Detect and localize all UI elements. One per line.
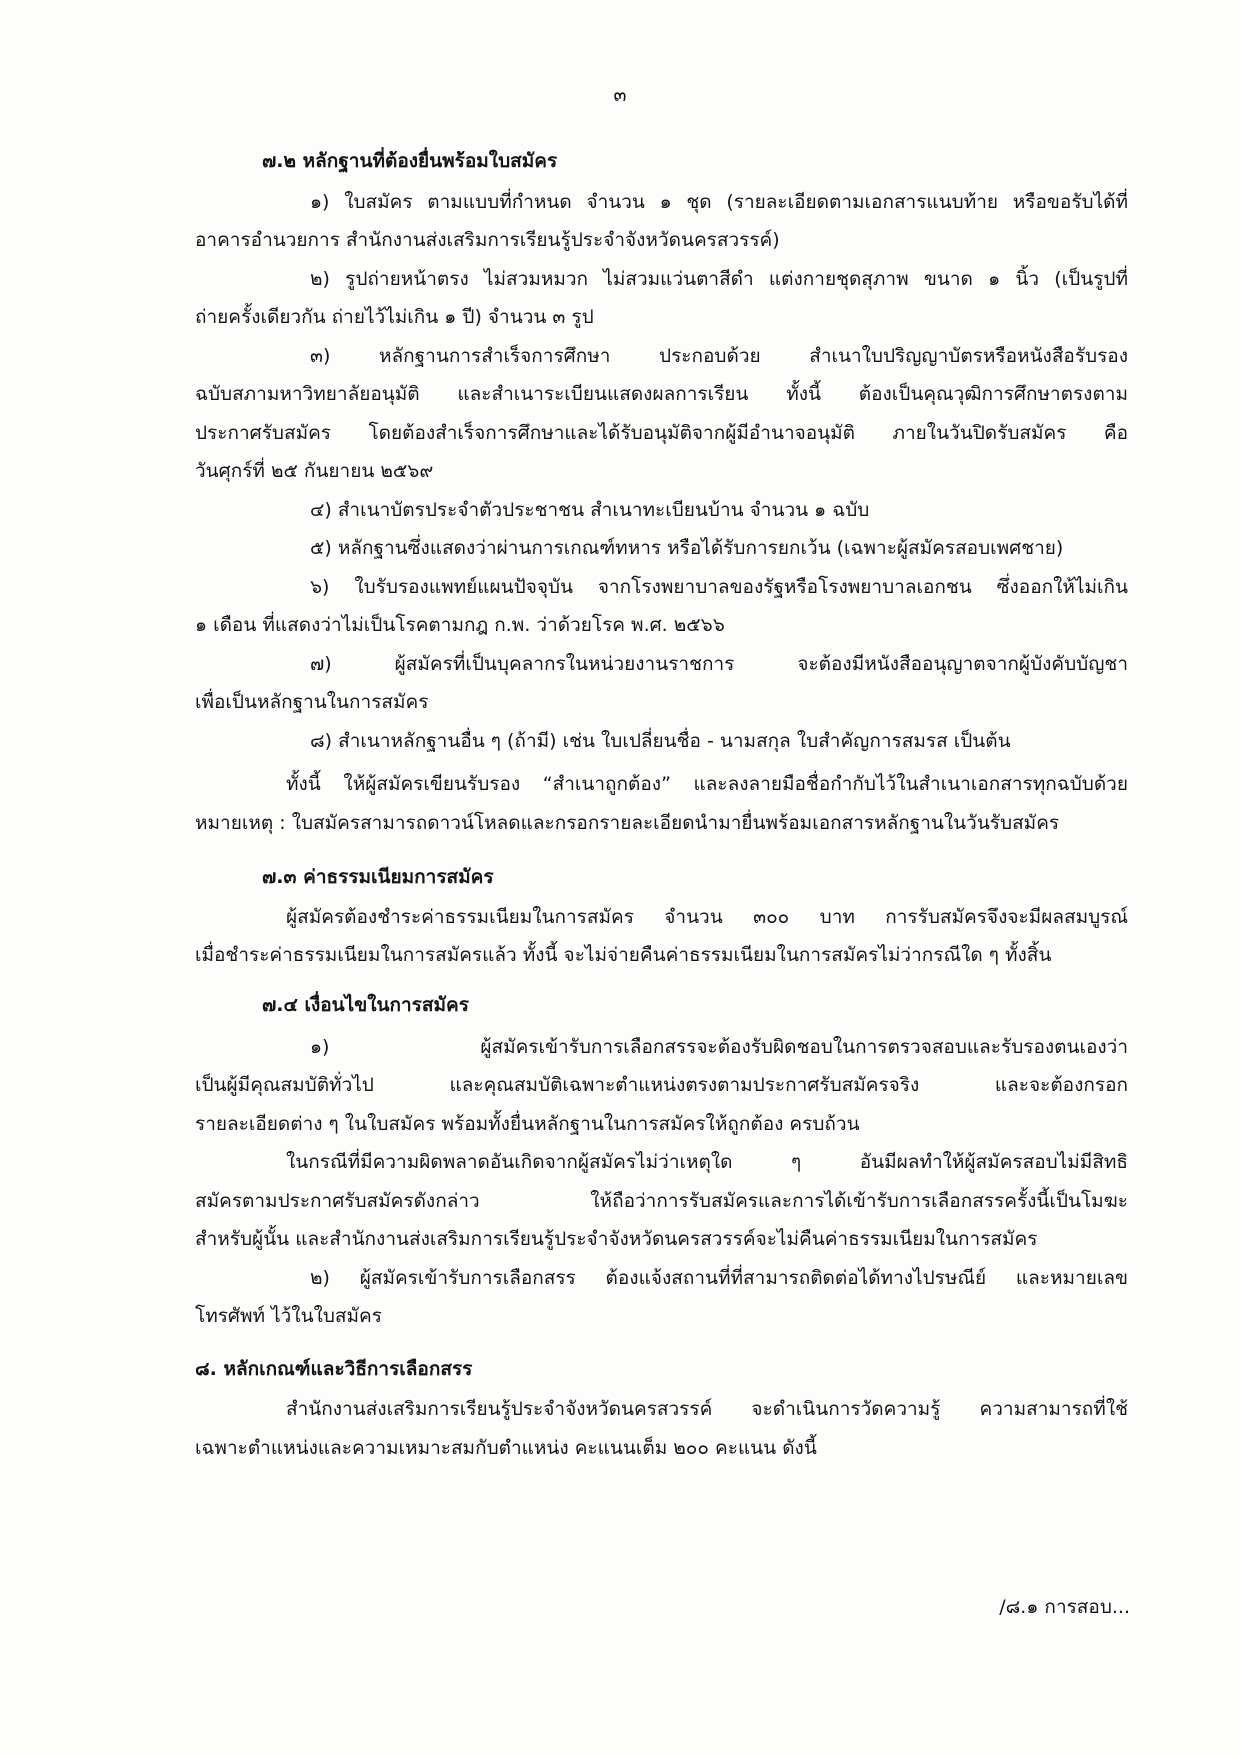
item-7-line-2: เพื่อเป็นหลักฐานในการสมัคร <box>195 691 429 713</box>
item-3-line-4: วันศุกร์ที่ ๒๕ กันยายน ๒๕๖๙ <box>195 460 434 482</box>
fee-line-2: เมื่อชำระค่าธรรมเนียมในการสมัครแล้ว ทั้งนี้ จะไม่จ่ายคืนค่าธรรมเนียมในการสมัครไม่ว่ากรณีใด ๆ ทั้งสิ้น <box>195 944 1052 966</box>
section-8-line-1: สำนักงานส่งเสริมการเรียนรู้ประจำจังหวัดนครสวรรค์ จะดำเนินการวัดความรู้ ความสามารถที่ใช้ <box>286 1398 1128 1420</box>
fee-line-1: ผู้สมัครต้องชำระค่าธรรมเนียมในการสมัคร จำนวน ๓๐๐ บาท การรับสมัครจึงจะมีผลสมบูรณ์ <box>286 906 1128 928</box>
condition-error-line-1: ในกรณีที่มีความผิดพลาดอันเกิดจากผู้สมัครไม่ว่าเหตุใด ๆ อันมีผลทำให้ผู้สมัครสอบไม่มีสิทธิ <box>286 1151 1128 1173</box>
section-8-line-2: เฉพาะตำแหน่งและความเหมาะสมกับตำแหน่ง คะแนนเต็ม ๒๐๐ คะแนน ดังนี้ <box>195 1437 817 1459</box>
remark: หมายเหตุ : ใบสมัครสามารถดาวน์โหลดและกรอกรายละเอียดนำมายื่นพร้อมเอกสารหลักฐานในวันรับสมัคร <box>195 812 1060 834</box>
item-2-line-2: ถ่ายครั้งเดียวกัน ถ่ายไว้ไม่เกิน ๑ ปี) จำนวน ๓ รูป <box>195 306 594 328</box>
item-6-line-2: ๑ เดือน ที่แสดงว่าไม่เป็นโรคตามกฎ ก.พ. ว่าด้วยโรค พ.ศ. ๒๕๖๖ <box>195 614 725 636</box>
certify-note: ทั้งนี้ ให้ผู้สมัครเขียนรับรอง “สำเนาถูกต้อง” และลงลายมือชื่อกำกับไว้ในสำเนาเอกสารทุกฉบับด้วย <box>286 773 1128 795</box>
condition-1-line-2: เป็นผู้มีคุณสมบัติทั่วไป และคุณสมบัติเฉพาะตำแหน่งตรงตามประกาศรับสมัครจริง และจะต้องกรอก <box>195 1074 1128 1096</box>
item-2-line-1: ๒) รูปถ่ายหน้าตรง ไม่สวมหมวก ไม่สวมแว่นตาสีดำ แต่งกายชุดสุภาพ ขนาด ๑ นิ้ว (เป็นรูปที่ <box>310 268 1128 290</box>
page-number: ๓ <box>613 84 627 106</box>
item-7-line-1: ๗) ผู้สมัครที่เป็นบุคลากรในหน่วยงานราชการ จะต้องมีหนังสืออนุญาตจากผู้บังคับบัญชา <box>310 653 1128 675</box>
condition-error-line-2: สมัครตามประกาศรับสมัครดังกล่าว ให้ถือว่าการรับสมัครและการได้เข้ารับการเลือกสรรครั้งนี้เป็นโมฆะ <box>195 1190 1128 1212</box>
item-3-line-1: ๓) หลักฐานการสำเร็จการศึกษา ประกอบด้วย สำเนาใบปริญญาบัตรหรือหนังสือรับรอง <box>310 345 1128 367</box>
item-3-line-3: ประกาศรับสมัคร โดยต้องสำเร็จการศึกษาและได้รับอนุมัติจากผู้มีอำนาจอนุมัติ ภายในวันปิดรับสมัคร คือ <box>195 422 1128 444</box>
section-8-heading: ๘. หลักเกณฑ์และวิธีการเลือกสรร <box>195 1358 473 1380</box>
condition-1-line-1: ๑) ผู้สมัครเข้ารับการเลือกสรรจะต้องรับผิดชอบในการตรวจสอบและรับรองตนเองว่า <box>310 1036 1128 1058</box>
item-1-line-1: ๑) ใบสมัคร ตามแบบที่กำหนด จำนวน ๑ ชุด (รายละเอียดตามเอกสารแนบท้าย หรือขอรับได้ที่ <box>310 191 1128 213</box>
item-6-line-1: ๖) ใบรับรองแพทย์แผนปัจจุบัน จากโรงพยาบาลของรัฐหรือโรงพยาบาลเอกชน ซึ่งออกให้ไม่เกิน <box>310 576 1128 598</box>
item-1-line-2: อาคารอำนวยการ สำนักงานส่งเสริมการเรียนรู้ประจำจังหวัดนครสวรรค์) <box>195 229 780 251</box>
item-4: ๔) สำเนาบัตรประจำตัวประชาชน สำเนาทะเบียนบ้าน จำนวน ๑ ฉบับ <box>310 499 870 521</box>
condition-2-line-1: ๒) ผู้สมัครเข้ารับการเลือกสรร ต้องแจ้งสถานที่ที่สามารถติดต่อได้ทางไปรษณีย์ และหมายเลข <box>310 1267 1128 1289</box>
condition-error-line-3: สำหรับผู้นั้น และสำนักงานส่งเสริมการเรียนรู้ประจำจังหวัดนครสวรรค์จะไม่คืนค่าธรรมเนียมในการสมัคร <box>195 1228 1038 1250</box>
continuation-footer: /๘.๑ การสอบ... <box>999 1596 1130 1618</box>
item-8: ๘) สำเนาหลักฐานอื่น ๆ (ถ้ามี) เช่น ใบเปลี่ยนชื่อ - นามสกุล ใบสำคัญการสมรส เป็นต้น <box>310 730 1011 752</box>
condition-2-line-2: โทรศัพท์ ไว้ในใบสมัคร <box>195 1305 382 1327</box>
section-7-3-heading: ๗.๓ ค่าธรรมเนียมการสมัคร <box>262 866 494 888</box>
item-3-line-2: ฉบับสภามหาวิทยาลัยอนุมัติ และสำเนาระเบียนแสดงผลการเรียน ทั้งนี้ ต้องเป็นคุณวุฒิการศึกษาตรงตาม <box>195 383 1128 405</box>
section-7-4-heading: ๗.๔ เงื่อนไขในการสมัคร <box>262 994 469 1016</box>
section-7-2-heading: ๗.๒ หลักฐานที่ต้องยื่นพร้อมใบสมัคร <box>262 150 558 172</box>
item-5: ๕) หลักฐานซึ่งแสดงว่าผ่านการเกณฑ์ทหาร หรือได้รับการยกเว้น (เฉพาะผู้สมัครสอบเพศชาย) <box>310 537 1064 559</box>
condition-1-line-3: รายละเอียดต่าง ๆ ในใบสมัคร พร้อมทั้งยื่นหลักฐานในการสมัครให้ถูกต้อง ครบถ้วน <box>195 1113 860 1135</box>
